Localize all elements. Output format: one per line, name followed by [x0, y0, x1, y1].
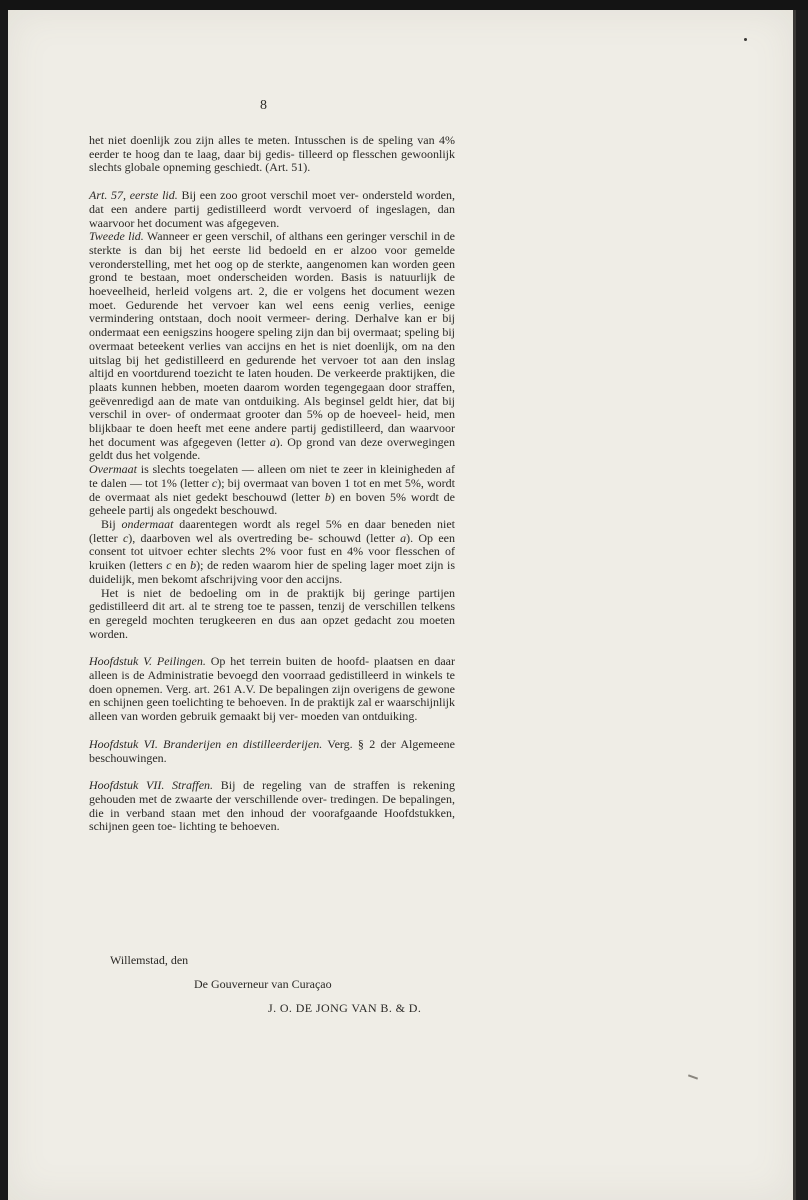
signature-place: Willemstad, den	[110, 953, 189, 967]
italic-run: c	[166, 558, 172, 573]
italic-run: ondermaat	[121, 516, 174, 531]
italic-run: Hoofdstuk V. Peilingen.	[89, 654, 206, 669]
text-run: Bij de regeling van de straffen is rekening gehouden met de zwaarte der verschillende over- tredingen. De bepalingen, die in verband staan met den inhoud der voorafgaande Hoofdstukken, schijnen geen toe- lichting te behoeven.	[89, 778, 455, 834]
italic-run: a	[400, 530, 407, 545]
paragraph	[89, 518, 455, 587]
paragraph	[89, 230, 455, 463]
text-run: Bij een zoo groot verschil moet ver- ondersteld worden, dat een andere partij gedistilleerd wordt vervoerd of ingeslagen, dan waarvoor het document was afgegeven.	[89, 188, 456, 230]
paragraph	[89, 134, 455, 175]
paper-speck	[744, 38, 747, 41]
text-run: Bij	[101, 516, 122, 531]
page-number: 8	[260, 98, 267, 113]
document-page	[8, 10, 793, 1200]
text-run: Op het terrein buiten de hoofd- plaatsen en daar alleen is de Administratie bevoegd den voorraad gedistilleerd in winkels te doen opnemen. Verg. art. 261 A.V. De bepalingen zijn overigens de gewone en schijnen geen toelichting te behoeven. In de praktijk zal er waarschijnlijk alleen van worden gebruik gemaakt bij ver- moeden van ontduiking.	[89, 654, 455, 724]
paragraph	[89, 587, 455, 642]
text-run: is slechts toegelaten — alleen om niet te zeer in kleinigheden af te dalen — tot 1% (letter	[89, 462, 455, 490]
text-run: ). Op grond van deze overwegingen geldt dus het volgende.	[89, 434, 456, 463]
italic-run: Hoofdstuk VII. Straffen.	[89, 778, 214, 793]
text-run: ); de reden waarom hier de speling lager moet zijn is duidelijk, men bekomt afschrijving voor den accijns.	[89, 558, 456, 586]
text-run: Wanneer er geen verschil, of althans een geringer verschil in de sterkte is dan bij het eerste lid bedoeld en er alzoo voor gemelde veronderstelling, met het oog op de sterkte, aangenomen kan worden geen grond te bestaan, moet onderscheiden worden. Basis is natuurlijk de hoeveelheid, herleid volgens art. 2, die er volgens het document wezen moet. Gedurende het vervoer kan wel eens eenig verlies, eenige vermindering ontstaan, doch nooit vermeer- dering. Derhalve kan er bij ondermaat een eenigszins hoogere speling zijn dan bij overmaat; speling bij overmaat beteekent verlies van accijns en het is niet doenlijk, om na den uitslag bij het gedistilleerd en gedurende het vervoer tot aan den inslag altijd en voortdurend toezicht te laten houden. De verkeerde praktijken, die plaats kunnen hebben, moeten daarom worden tegengegaan door straffen, geëvenredigd aan de mate van ontduiking. Als beginsel geldt hier, dat bij verschil in over- of ondermaat grooter dan 5% op de hoeveel- heid, men blijkbaar te doen heeft met eene andere partij gedistilleerd, dan waarvoor het document was afgegeven (letter	[89, 229, 455, 449]
signature-name: J. O. DE JONG VAN B. & D.	[268, 1001, 422, 1015]
paragraph	[89, 738, 455, 765]
paragraph	[89, 655, 455, 724]
scan-border-right	[793, 10, 808, 1200]
text-run: Verg. § 2 der Algemeene beschouwingen.	[89, 736, 455, 765]
text-run: ). Op een consent tot uitvoer echter slechts 2% voor fust en 4% voor flesschen of kruiken (letters	[89, 530, 455, 573]
text-run: Het is niet de bedoeling om in de praktijk bij geringe partijen gedistilleerd dit art. al te streng toe te passen, tenzij de verschillen telkens en geregeld mochten terugkeeren en dus aan opzet gedacht zou moeten worden.	[89, 585, 455, 641]
text-run: en	[171, 558, 191, 573]
signature-role: De Gouverneur van Curaçao	[194, 977, 332, 991]
paper-mark	[688, 1074, 698, 1079]
paragraph	[89, 189, 455, 230]
italic-run: a	[269, 434, 276, 449]
text-run: ), daarboven wel als overtreding be- schouwd (letter	[128, 530, 401, 545]
italic-run: Hoofdstuk VI. Branderijen en distilleerderijen.	[89, 736, 323, 751]
italic-run: b	[190, 558, 197, 573]
text-run: het niet doenlijk zou zijn alles te meten. Intusschen is de speling van 4% eerder te hoog dan te laag, daar bij gedis- tilleerd op flesschen gewoonlijk slechts globale opneming geschiedt. (Art. 51).	[89, 133, 455, 175]
italic-run: Overmaat	[89, 462, 137, 477]
italic-run: Art. 57, eerste lid.	[89, 188, 178, 203]
scan-border-top	[0, 0, 808, 10]
paragraph	[89, 463, 455, 518]
text-run: ) en boven 5% wordt de geheele partij als ongedekt beschouwd.	[89, 489, 455, 518]
text-run: ); bij overmaat van boven 1 tot en met 5%, wordt de overmaat als niet gedekt beschouwd (letter	[89, 475, 455, 504]
body-text	[89, 134, 455, 834]
text-run: daarentegen wordt als regel 5% en daar beneden niet (letter	[89, 516, 455, 545]
paragraph	[89, 779, 455, 834]
italic-run: Tweede lid.	[89, 229, 144, 244]
italic-run: c	[122, 530, 129, 545]
italic-run: b	[324, 489, 331, 504]
italic-run: c	[211, 475, 218, 490]
